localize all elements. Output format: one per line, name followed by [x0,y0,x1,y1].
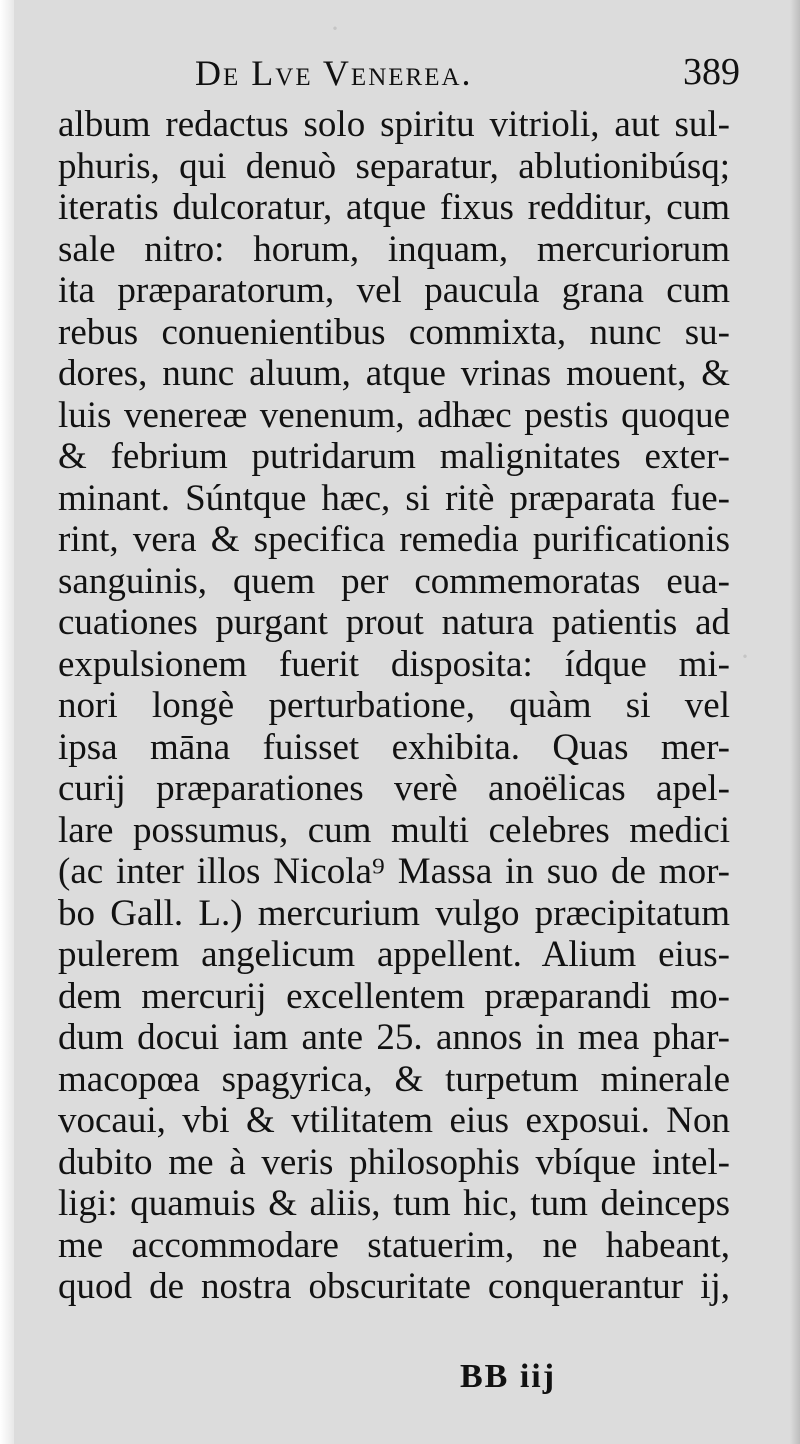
text-line: dem mercurij excellentem præparandi mo- [58,975,730,1017]
text-line: pulerem angelicum appellent. Alium eius- [58,934,730,975]
text-line: dubito me à veris philosophis vbíque intel- [58,1141,730,1183]
text-line: rebus conuenientibus commixta, nunc su- [58,311,730,353]
running-title: De Lve Venerea. [195,53,473,93]
text-line: sale nitro: horum, inquam, mercuriorum [58,228,730,270]
text-line: & febrium putridarum malignitates exter- [58,436,730,477]
text-line: cuationes purgant prout natura patientis ad [58,602,730,643]
text-line: curij præparationes verè anoëlicas apel- [58,768,730,809]
text-line: iteratis dulcoratur, atque fixus redditur, cum [58,187,730,228]
text-line: dum docui iam ante 25. annos in mea phar- [58,1017,730,1058]
body-text [58,104,730,1308]
text-line: album redactus solo spiritu vitrioli, aut sul- [58,104,730,145]
text-line: ligi: quamuis & aliis, tum hic, tum deinceps [58,1183,730,1224]
text-line: sanguinis, quem per commemoratas eua- [58,560,730,602]
text-line: ipsa māna fuisset exhibita. Quas mer- [58,726,730,768]
text-line: macopœa spagyrica, & turpetum minerale [58,1058,730,1100]
signature-mark: BB iij [460,1358,557,1395]
text-line: ita præparatorum, vel paucula grana cum [58,270,730,311]
page-right-edge [790,0,800,1444]
text-line: vocaui, vbi & vtilitatem eius exposui. Non [58,1100,730,1141]
text-line: expulsionem fuerit disposita: ídque mi- [58,643,730,685]
text-line: rint, vera & specifica remedia purificationis [58,519,730,560]
text-line: phuris, qui denuò separatur, ablutionibúsq; [58,145,730,187]
text-line: lare possumus, cum multi celebres medici [58,809,730,851]
page-header [60,46,740,96]
text-line: nori longè perturbatione, quàm si vel [58,685,730,726]
text-line: luis venereæ venenum, adhæc pestis quoque [58,394,730,436]
text-line: (ac inter illos Nicola⁹ Massa in suo de mor- [58,851,730,892]
bleed-through-mark: · [330,12,340,45]
text-line: minant. Súntque hæc, si ritè præparata fue- [58,477,730,519]
text-line: dores, nunc aluum, atque vrinas mouent, & [58,353,730,394]
page-left-edge [0,0,14,1444]
bleed-through-mark: · [740,640,750,673]
page-footer [460,1358,620,1402]
page-number: 389 [683,51,740,93]
text-line: quod de nostra obscuritate conquerantur ij, [58,1266,730,1307]
text-line: me accommodare statuerim, ne habeant, [58,1224,730,1266]
text-line: bo Gall. L.) mercurium vulgo præcipitatum [58,892,730,934]
